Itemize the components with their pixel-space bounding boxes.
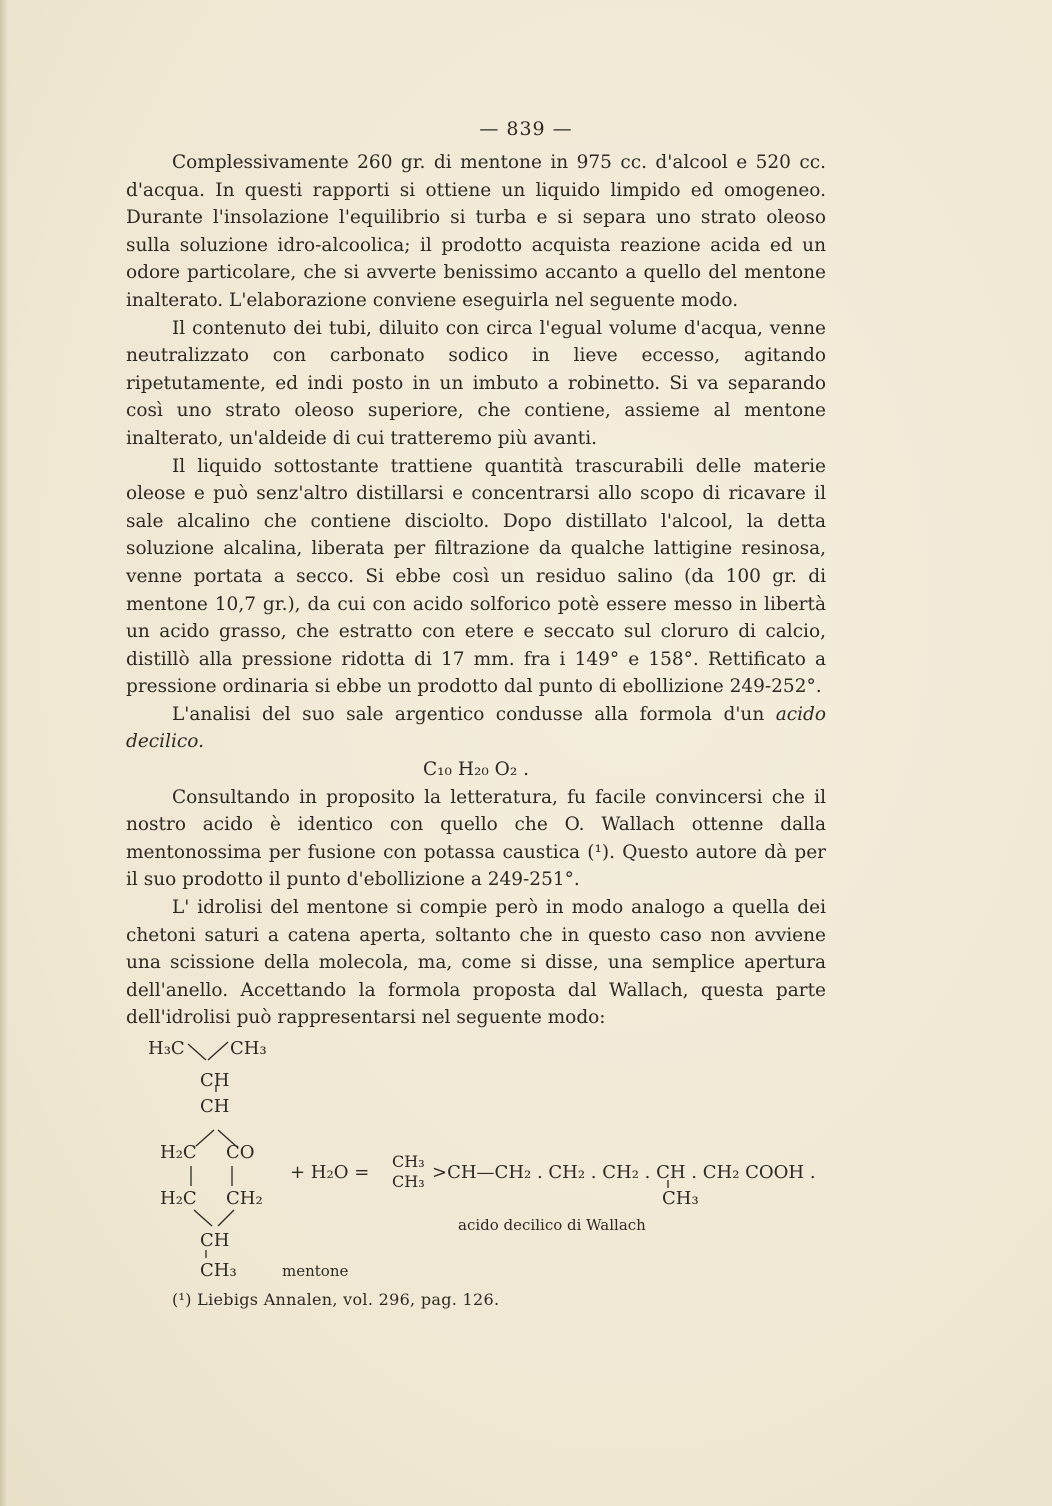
footnote: (¹) Liebigs Annalen, vol. 296, pag. 126. xyxy=(172,1290,500,1309)
formula: C₁₀ H₂₀ O₂ . xyxy=(422,759,530,781)
scheme-chain-methyl: CH₃ xyxy=(662,1188,699,1209)
scheme-product-label: acido decilico di Wallach xyxy=(458,1216,646,1234)
reaction-scheme xyxy=(140,1030,860,1290)
scheme-ch3-bottom: CH₃ xyxy=(200,1260,237,1281)
paragraph-1: Complessivamente 260 gr. di mentone in 975 cc. d'alcool e 520 cc. d'acqua. In questi rapporti si ottiene un liquido limpido ed omogeneo. Durante l'insolazione l'equilibrio si turba e si separa uno strato oleoso sulla soluzione idro-alcoolica; il prodotto acquista reazione acida ed un odore particolare, che si avverte benissimo accanto a quello del mentone inalterato. L'elaborazione conviene eseguirla nel seguente modo. xyxy=(126,152,826,311)
scheme-ch-1: CH xyxy=(200,1070,230,1091)
paragraph-wallach: Consultando in proposito la letteratura, fu facile convincersi che il nostro acido è identico con quello che O. Wallach ottenne dalla mentonossima per fusione con potassa caustica (¹). Questo autore dà per il suo prodotto il punto d'ebollizione a 249-251°. xyxy=(126,786,826,891)
paragraph-3: Il liquido sottostante trattiene quantità trascurabili delle materie oleose e può senz'altro distillarsi e concentrarsi allo scopo di ricavare il sale alcalino che contiene disciolto. Dopo distillato l'alcool, la detta soluzione alcalina, liberata per filtrazione da qualche lattigine resinosa, venne portata a secco. Si ebbe così un residuo salino (da 100 gr. di mentone 10,7 gr.), da cui con acido solforico potè essere messo in libertà un acido grasso, che estratto con etere e seccato sul cloruro di calcio, distillò alla pressione ridotta di 17 mm. fra i 149° e 158°. Rettificato a pressione ordinaria si ebbe un prodotto dal punto di ebollizione 249-252°. xyxy=(126,455,826,698)
page-edge-shadow xyxy=(0,0,8,1506)
page-number: — 839 — xyxy=(479,118,573,140)
scheme-ch2: CH₂ xyxy=(226,1188,263,1209)
formula-line xyxy=(126,756,826,784)
scheme-ch-2: CH xyxy=(200,1096,230,1117)
scheme-ch3-lower: CH₃ xyxy=(392,1172,425,1191)
scheme-mentone-label: mentone xyxy=(282,1262,349,1280)
paragraph-idrolisi: L' idrolisi del mentone si compie però in modo analogo a quella dei chetoni saturi a catena aperta, soltanto che in questo caso non avviene una scissione della molecola, ma, come si disse, una semplice apertura dell'anello. Accettando la formola proposta dal Wallach, questa parte dell'idrolisi può rappresentarsi nel seguente modo: xyxy=(126,897,826,1029)
paragraph-2: Il contenuto dei tubi, diluito con circa l'egual volume d'acqua, venne neutralizzato con carbonato sodico in lieve eccesso, agitando ripetutamente, ed indi posto in un imbuto a robinetto. Si va separando così uno strato oleoso superiore, che contiene, assieme al mentone inalterato, un'aldeide di cui tratteremo più avanti. xyxy=(126,317,826,449)
scheme-plus-water: + H₂O = xyxy=(290,1162,370,1183)
scheme-co: CO xyxy=(226,1142,255,1163)
analysis-text: L'analisi del suo sale argentico condusse alla formola d'un xyxy=(172,703,765,725)
body-text xyxy=(126,149,826,1032)
analysis-italic: acido decilico. xyxy=(126,703,826,753)
scheme-ch-3: CH xyxy=(200,1230,230,1251)
scheme-h2c-1: H₂C xyxy=(160,1142,197,1163)
paragraph-analysis xyxy=(126,701,826,756)
scheme-h2c-2: H₂C xyxy=(160,1188,197,1209)
scheme-h3c: H₃C xyxy=(148,1038,185,1059)
scheme-chain: >CH—CH₂ . CH₂ . CH₂ . CH . CH₂ COOH . xyxy=(432,1162,816,1183)
scheme-ch3-top: CH₃ xyxy=(230,1038,267,1059)
scheme-ch3-upper: CH₃ xyxy=(392,1152,425,1171)
